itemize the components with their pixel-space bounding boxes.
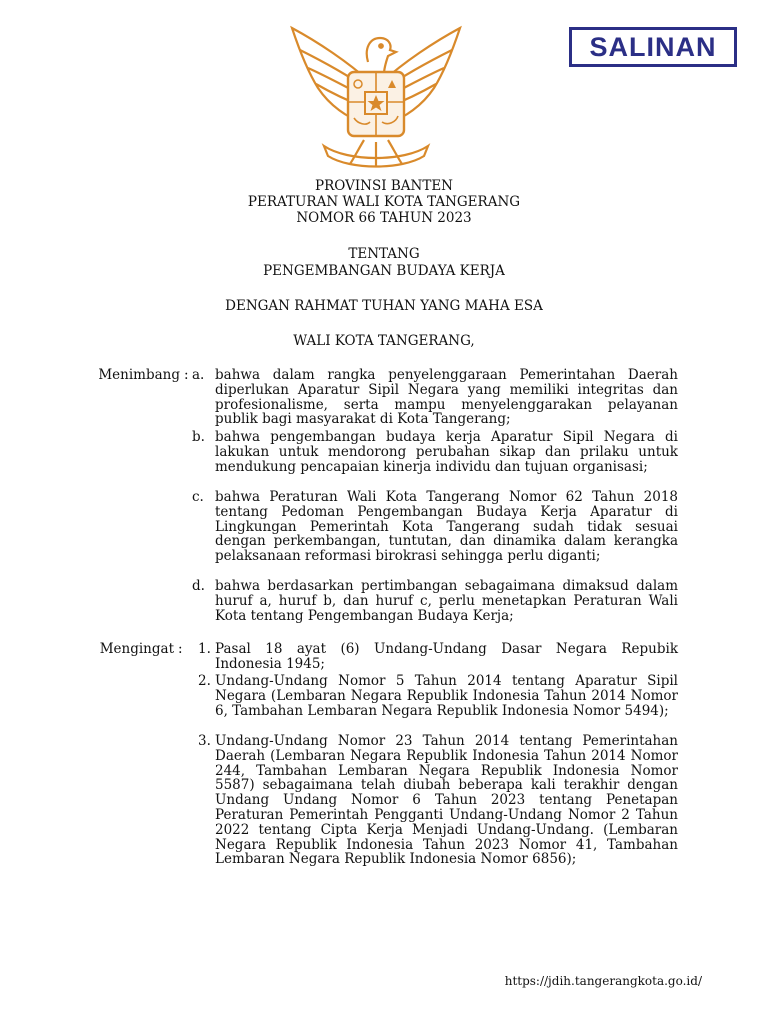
item-text: bahwa pengembangan budaya kerja Aparatur Sipil Negara di lakukan untuk mendorong perubahan sikap dan prilaku untuk mendukung pencapaian kinerja individu dan tujuan organisasi; bbox=[215, 429, 678, 475]
item-marker: 3. bbox=[198, 733, 211, 749]
footer-url: https://jdih.tangerangkota.go.id/ bbox=[504, 974, 702, 988]
menimbang-colon: : bbox=[184, 367, 189, 383]
province-heading: PROVINSI BANTEN bbox=[315, 178, 453, 194]
item-text: Pasal 18 ayat (6) Undang-Undang Dasar Negara Repubik Indonesia 1945; bbox=[215, 641, 678, 672]
item-marker: d. bbox=[192, 578, 205, 594]
salinan-stamp: SALINAN bbox=[569, 27, 737, 67]
about-heading: TENTANG bbox=[348, 246, 420, 262]
invocation-heading: DENGAN RAHMAT TUHAN YANG MAHA ESA bbox=[225, 298, 543, 314]
item-text: bahwa Peraturan Wali Kota Tangerang Nomor 62 Tahun 2018 tentang Pedoman Pengembangan Budaya Kerja Aparatur di Lingkungan Pemerintah Kota Tangerang sudah tidak sesuai dengan perkembangan, tuntutan, dan dinamika dalam kerangka pelaksanaan reformasi birokrasi sehingga perlu diganti; bbox=[215, 489, 678, 565]
mengingat-colon: : bbox=[178, 641, 183, 657]
menimbang-label: Menimbang bbox=[98, 367, 180, 383]
number-heading: NOMOR 66 TAHUN 2023 bbox=[296, 210, 472, 226]
item-marker: 2. bbox=[198, 673, 211, 689]
regulation-heading: PERATURAN WALI KOTA TANGERANG bbox=[247, 194, 521, 210]
subject-heading: PENGEMBANGAN BUDAYA KERJA bbox=[263, 263, 505, 279]
item-text: bahwa berdasarkan pertimbangan sebagaimana dimaksud dalam huruf a, huruf b, dan huruf c, perlu menetapkan Peraturan Wali Kota tentang Pengembangan Budaya Kerja; bbox=[215, 578, 678, 624]
item-marker: c. bbox=[192, 489, 204, 505]
item-text: bahwa dalam rangka penyelenggaraan Pemerintahan Daerah diperlukan Aparatur Sipil Negara yang memiliki integritas dan profesionalisme, serta mampu menyelenggarakan pelayanan publik bagi masyarakat di Kota Tangerang; bbox=[215, 367, 678, 428]
item-marker: a. bbox=[192, 367, 205, 383]
official-heading: WALI KOTA TANGERANG, bbox=[293, 333, 475, 349]
garuda-pancasila-emblem bbox=[278, 22, 474, 174]
item-marker: 1. bbox=[198, 641, 211, 657]
mengingat-label: Mengingat bbox=[99, 641, 174, 657]
item-text: Undang-Undang Nomor 5 Tahun 2014 tentang Aparatur Sipil Negara (Lembaran Negara Republik Indonesia Tahun 2014 Nomor 6, Tambahan Lembaran Negara Republik Indonesia Nomor 5494); bbox=[215, 673, 678, 719]
item-marker: b. bbox=[192, 429, 205, 445]
item-text: Undang-Undang Nomor 23 Tahun 2014 tentang Pemerintahan Daerah (Lembaran Negara Republik Indonesia Tahun 2014 Nomor 244, Tambahan Lembaran Negara Republik Indonesia Nomor 5587) sebagaimana telah diubah beberapa kali terakhir dengan Undang Undang Nomor 6 Tahun 2023 tentang Penetapan Peraturan Pemerintah Pengganti Undang-Undang Nomor 2 Tahun 2022 tentang Cipta Kerja Menjadi Undang-Undang. (Lembaran Negara Republik Indonesia Tahun 2023 Nomor 41, Tambahan Lembaran Negara Republik Indonesia Nomor 6856); bbox=[215, 733, 678, 868]
